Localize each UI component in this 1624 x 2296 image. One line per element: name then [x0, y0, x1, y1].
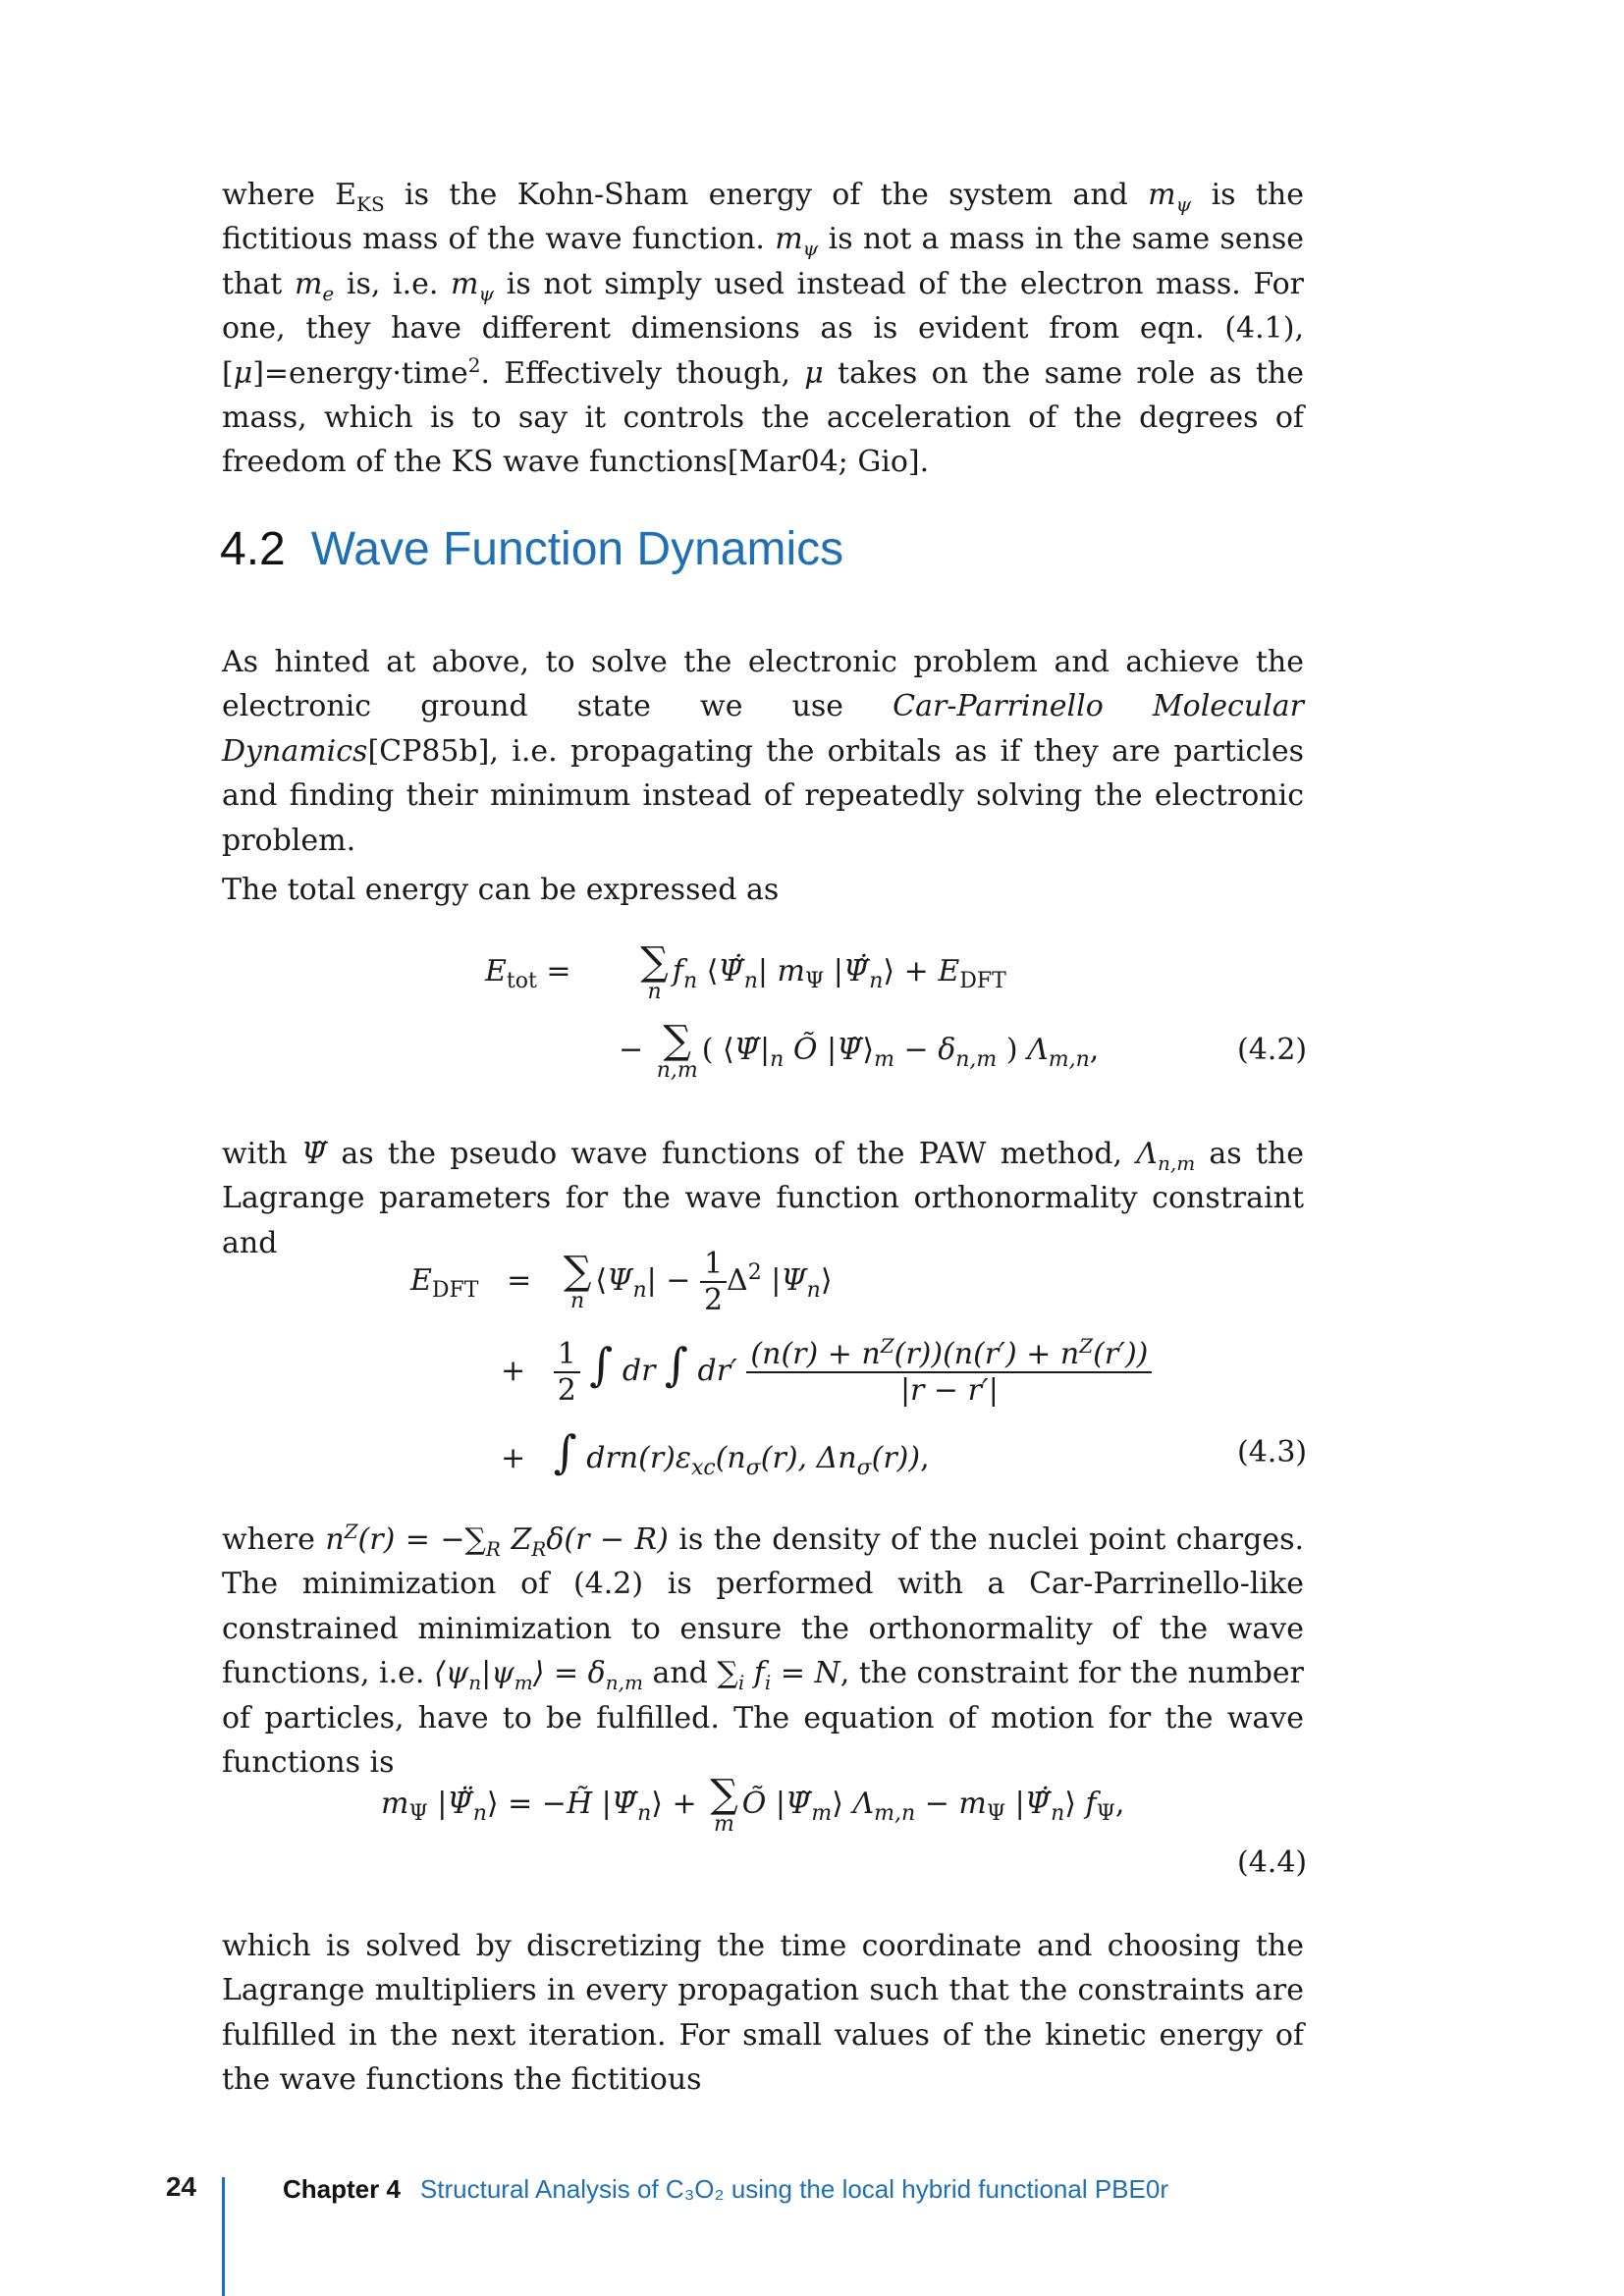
paragraph-5: where $n^Z(r) = -\sum_R$ $Z_R\delta(r - R)$ is the density of the nuclei point charges. The minimization of (4.2) is performed with a Car-Parrinello-like constrained minimization to ensure the orthonormality of the wave functions, i.e. $⟨\psi_n|\psi_m⟩ = \delta_{n,m}$ and $\sum_i$ $f_i = N$, the constraint for the number of particles, have to be fulfilled. The equation of motion for the wave functions is — [222, 1520, 1305, 1781]
equation-label-4-3: (4.3) — [1237, 1435, 1308, 1469]
paragraph-6: which is solved by discretizing the time coordinate and choosing the Lagrange multipliers in every propagation such that the constraints are fulfilled in the next iteration. For small values of the kinetic energy of the wave functions the fictitious — [222, 1929, 1304, 2098]
section-number: 4.2 — [220, 523, 286, 575]
footer-rule — [222, 2177, 225, 2296]
equation-4-2-line-2: − ∑ n,m ( $⟨\Psĩ|_n$ Õ $|\Psĩ⟩_m - \delta_{n,m}$ ) $\Lambda_{m,n}$, — [619, 1018, 1100, 1083]
equation-4-4: $m_\Psi$ $|\Psĩ̈_n⟩$ = −H̃ $|\Psĩ_n⟩$ + ∑ m Õ $|\Psĩ_m⟩$ $\Lambda_{m,n} - m_\Psi$ $|\Psĩ̇_n⟩$ $f_\Psi$, — [381, 1772, 1125, 1837]
equation-label-4-2: (4.2) — [1237, 1033, 1308, 1067]
equation-4-3-line-1: $E_{DFT}$ = ∑ n $⟨\Psi_n|$ − $\frac{1}{2}$ $\Delta^2$ $|\Psi_n⟩$ — [410, 1247, 833, 1317]
paragraph-2: As hinted at above, to solve the electronic problem and achieve the electronic ground state we use Car-Parrinello Molecular Dynamics[CP85b], i.e. propagating the orbitals as if they are particles and finding their minimum instead of repeatedly solving the electronic problem. — [222, 645, 1304, 858]
running-head — [283, 2174, 1168, 2205]
paragraph-4: with Ψ̃ as the pseudo wave functions of the PAW method, $\Lambda_{n,m}$ as the Lagrange parameters for the wave function orthonormality constraint and — [222, 1137, 1305, 1260]
equation-4-2-line-1: $E_{tot}$ = ∑ n $f_n$ $⟨\Psĩ̇_n|$ $m_\Psi$ $|\Psĩ̇_n⟩ + E_{DFT}$ — [485, 939, 1006, 1004]
equation-4-3-line-3: + ∫ $drn(r)\varepsilon_{xc}(n_\sigma(r)$, $\Delta n_\sigma(r)$), — [501, 1425, 930, 1480]
section-heading — [220, 520, 843, 579]
section-title: Wave Function Dynamics — [310, 523, 844, 575]
running-head-chapter: Chapter 4 — [283, 2174, 401, 2204]
equation-label-4-4: (4.4) — [1237, 1845, 1308, 1880]
equation-4-3-line-2: + $\frac{1}{2}$ ∫ dr ∫ dr′ $\frac{(n(r) + n^Z(r))(n(r') + n^Z(r'))}{|r - r'|}$ — [501, 1337, 1152, 1408]
paragraph-1: where $E_{KS}$ is the Kohn-Sham energy of the system and $m_\psi$ is the fictitious mass of the wave function. $m_\psi$ is not a mass in the same sense that $m_e$ is, i.e. $m_\psi$ is not simply used instead of the electron mass. For one, they have different dimensions as is evident from eqn. (4.1), [μ]=energy·time$^2$. Effectively though, μ takes on the same role as the mass, which is to say it controls the acceleration of the degrees of freedom of the KS wave functions[Mar04; Gio]. — [222, 178, 1305, 480]
paragraph-3: The total energy can be expressed as — [222, 873, 780, 907]
page-number: 24 — [165, 2171, 196, 2202]
running-head-title: Structural Analysis of C₃O₂ using the local hybrid functional PBE0r — [419, 2174, 1168, 2204]
